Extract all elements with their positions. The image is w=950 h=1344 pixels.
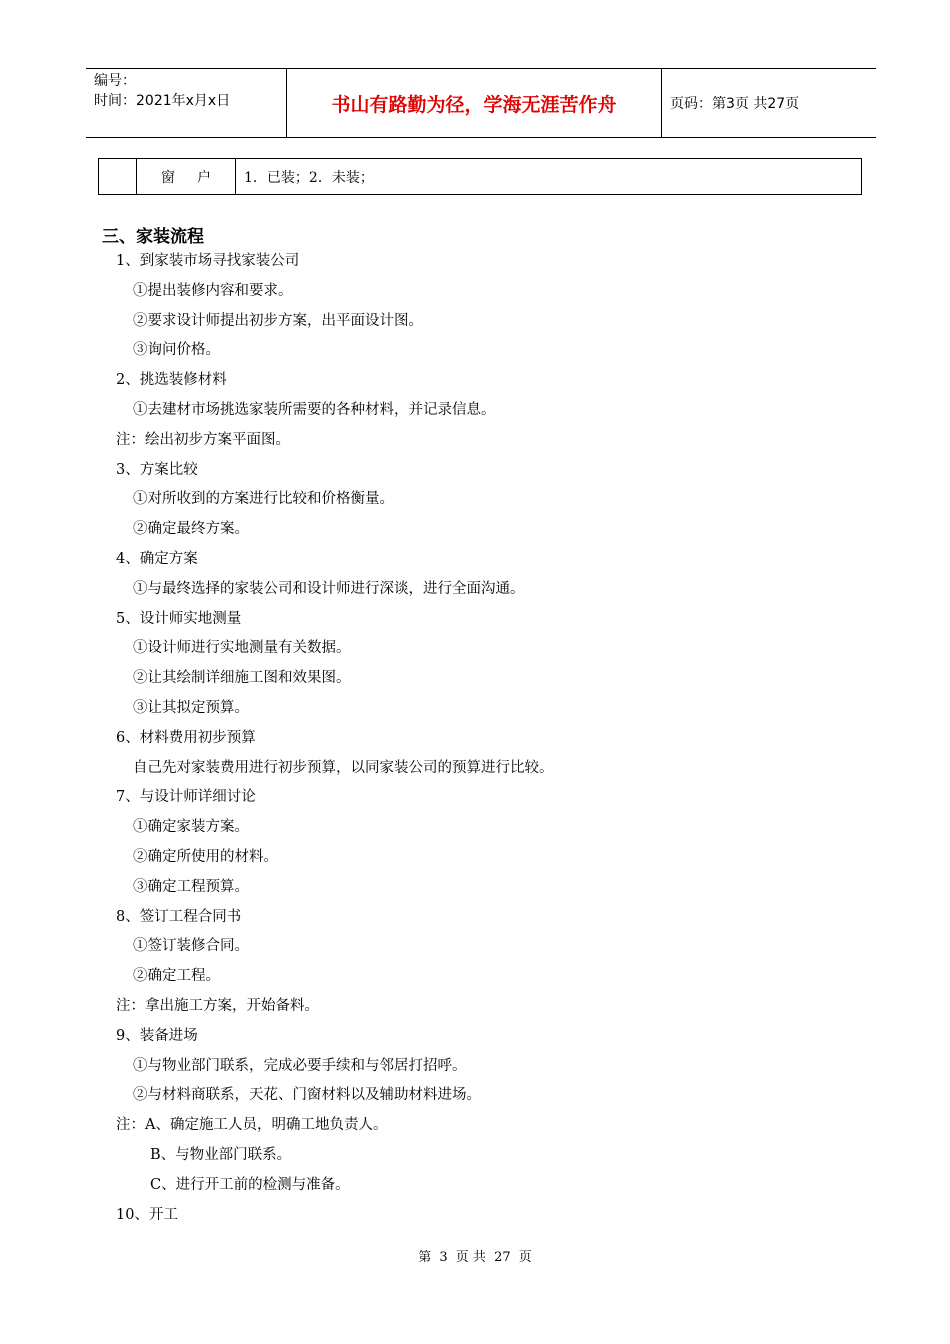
body-line: 5、设计师实地测量 [116,610,242,627]
info-table-row [98,158,862,195]
body-line: 6、材料费用初步预算 [116,729,256,746]
body-line: 10、开工 [116,1206,178,1223]
body-line: 注：拿出施工方案，开始备料。 [116,998,319,1014]
body-line: ①确定家装方案。 [133,819,249,836]
body-line: ①对所收到的方案进行比较和价格衡量。 [133,491,394,508]
body-line: ①与物业部门联系，完成必要手续和与邻居打招呼。 [133,1057,467,1074]
table-label-cell: 窗户 [137,159,236,194]
body-line: 8、签订工程合同书 [116,908,242,925]
body-line: ③询问价格。 [133,342,220,359]
body-line: ①去建材市场挑选家装所需要的各种材料，并记录信息。 [133,402,496,418]
table-empty-cell [99,159,137,194]
body-line: C、进行开工前的检测与准备。 [150,1176,350,1193]
body-line: ①设计师进行实地测量有关数据。 [133,640,351,657]
body-line: ①与最终选择的家装公司和设计师进行深谈，进行全面沟通。 [133,580,525,597]
footer-prefix: 第 [418,1250,432,1265]
table-value-cell: 1．已装；2．未装； [244,169,374,186]
footer-suffix: 页 [518,1250,532,1265]
body-line: 2、挑选装修材料 [116,372,227,389]
page-footer [0,1246,950,1265]
body-line: B、与物业部门联系。 [150,1147,292,1163]
body-line: ①签订装修合同。 [133,938,249,955]
header-meta [86,69,286,137]
body-line: ①提出装修内容和要求。 [133,282,293,299]
body-line: ③让其拟定预算。 [133,700,249,716]
body-line: ②要求设计师提出初步方案，出平面设计图。 [133,312,423,329]
body-line: 自己先对家装费用进行初步预算，以同家装公司的预算进行比较。 [133,759,554,776]
time-label: 时间：2021年x月x日 [94,93,231,109]
body-line: ②确定所使用的材料。 [133,849,278,865]
body-line: ②确定最终方案。 [133,521,249,538]
number-label: 编号： [94,73,136,89]
body-line: ②与材料商联系，天花、门窗材料以及辅助材料进场。 [133,1087,481,1104]
header-motto: 书山有路勤为径，学海无涯苦作舟 [286,69,662,137]
footer-middle: 页 共 [455,1250,486,1265]
body-line: 3、方案比较 [116,461,198,478]
body-line: 7、与设计师详细讨论 [116,789,256,806]
body-line: ②让其绘制详细施工图和效果图。 [133,670,351,687]
section-title: 三、家装流程 [102,227,204,247]
header-page-info: 页码：第3页 共27页 [670,96,800,112]
body-line: 注：A、确定施工人员，明确工地负责人。 [116,1117,388,1134]
body-line: 注：绘出初步方案平面图。 [116,431,290,448]
body-line: 4、确定方案 [116,551,198,567]
body-line: ③确定工程预算。 [133,878,249,895]
footer-current-page: 3 [439,1250,448,1265]
body-line: ②确定工程。 [133,968,220,985]
body-line: 1、到家装市场寻找家装公司 [116,253,300,269]
page-header [86,68,876,138]
body-line: 9、装备进场 [116,1027,198,1044]
footer-total-pages: 27 [494,1250,511,1265]
